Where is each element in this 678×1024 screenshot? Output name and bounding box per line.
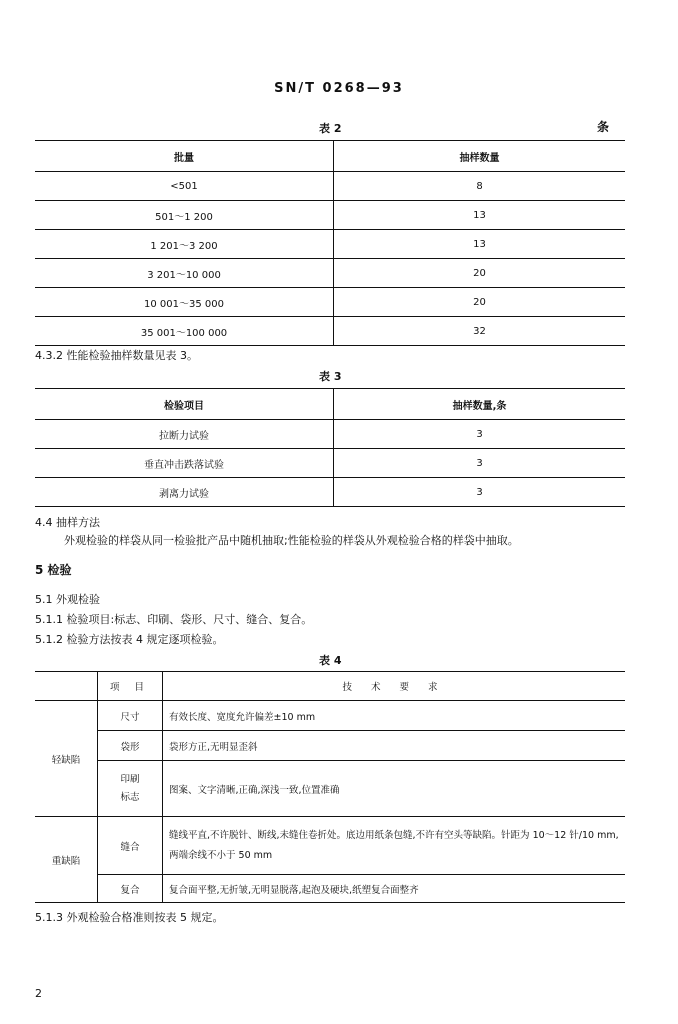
table4-item: 复合 [98, 875, 163, 903]
table2-cell: 20 [334, 288, 626, 317]
table2-header-sample: 抽样数量 [334, 141, 626, 172]
section-5: 5 检验 [35, 563, 72, 577]
table-row [35, 449, 625, 478]
table4-header-blank [35, 672, 98, 701]
table-row [35, 230, 625, 259]
table2-cell: 8 [334, 172, 626, 201]
table4-req: 图案、文字清晰,正确,深浅一致,位置准确 [163, 761, 626, 817]
table-row [35, 761, 625, 817]
table-row [35, 420, 625, 449]
table4-req: 缝线平直,不许脱针、断线,未缝住卷折处。底边用纸条包缝,不许有空头等缺陷。针距为 10～12 针/10 mm,两端余线不小于 50 mm [163, 817, 626, 875]
para-5-1-1: 5.1.1 检验项目:标志、印刷、袋形、尺寸、缝合、复合。 [35, 613, 313, 626]
table3-caption: 表 3 [319, 370, 342, 383]
table4-group-minor: 轻缺陷 [35, 701, 98, 817]
table-row [35, 172, 625, 201]
table2-cell: 13 [334, 201, 626, 230]
section-4-4: 4.4 抽样方法 [35, 516, 100, 529]
table3-cell: 3 [334, 420, 626, 449]
table-row [35, 701, 625, 731]
table3-header-item: 检验项目 [35, 389, 334, 420]
table4-item: 袋形 [98, 731, 163, 761]
table2-cell: 32 [334, 317, 626, 346]
table3 [35, 388, 625, 507]
table3-header-sample: 抽样数量,条 [334, 389, 626, 420]
table4 [35, 671, 625, 903]
table3-cell: 垂直冲击跌落试验 [35, 449, 334, 478]
table-row [35, 201, 625, 230]
table3-cell: 拉断力试验 [35, 420, 334, 449]
table2-cell: 1 201～3 200 [35, 230, 334, 259]
table-row [35, 317, 625, 346]
table4-item: 印刷 标志 [98, 761, 163, 817]
table4-group-major: 重缺陷 [35, 817, 98, 903]
table4-req: 袋形方正,无明显歪斜 [163, 731, 626, 761]
table2-header-batch: 批量 [35, 141, 334, 172]
table-row [35, 259, 625, 288]
table3-cell: 剥离力试验 [35, 478, 334, 507]
table-row [35, 731, 625, 761]
table3-cell: 3 [334, 478, 626, 507]
table2-unit: 条 [597, 120, 610, 134]
table2-cell: 35 001～100 000 [35, 317, 334, 346]
table-row [35, 875, 625, 903]
para-5-1-2: 5.1.2 检验方法按表 4 规定逐项检验。 [35, 633, 224, 646]
table-row [35, 478, 625, 507]
table4-item: 缝合 [98, 817, 163, 875]
table2-caption: 表 2 [319, 122, 342, 135]
section-5-1: 5.1 外观检验 [35, 593, 100, 606]
table2-cell: 501～1 200 [35, 201, 334, 230]
table-row [35, 288, 625, 317]
document-header: SN/T 0268—93 [274, 81, 404, 96]
table4-header-item: 项 目 [98, 672, 163, 701]
table2-cell: 13 [334, 230, 626, 259]
table2 [35, 140, 625, 346]
table3-cell: 3 [334, 449, 626, 478]
para-4-4-body: 外观检验的样袋从同一检验批产品中随机抽取;性能检验的样袋从外观检验合格的样袋中抽取。 [64, 534, 519, 547]
table2-cell: 20 [334, 259, 626, 288]
table4-item: 尺寸 [98, 701, 163, 731]
table4-caption: 表 4 [319, 654, 342, 667]
table4-req: 有效长度、宽度允许偏差±10 mm [163, 701, 626, 731]
table2-cell: 3 201～10 000 [35, 259, 334, 288]
table4-req: 复合面平整,无折皱,无明显脱落,起泡及硬块,纸塑复合面整齐 [163, 875, 626, 903]
page-number: 2 [35, 987, 42, 1000]
table2-cell: 10 001～35 000 [35, 288, 334, 317]
table-row [35, 817, 625, 875]
table2-cell: <501 [35, 172, 334, 201]
para-5-1-3: 5.1.3 外观检验合格准则按表 5 规定。 [35, 911, 224, 924]
para-4-3-2: 4.3.2 性能检验抽样数量见表 3。 [35, 349, 198, 362]
table4-header-req: 技 术 要 求 [163, 672, 626, 701]
